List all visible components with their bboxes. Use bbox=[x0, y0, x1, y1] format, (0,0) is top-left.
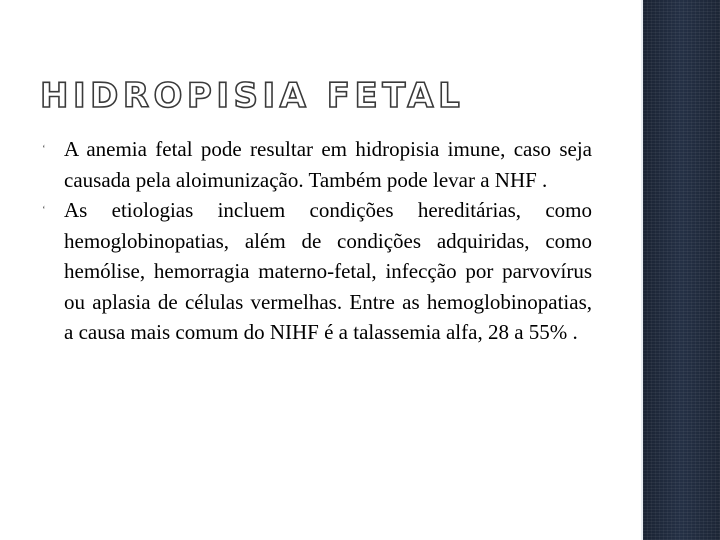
bullet-item bbox=[42, 134, 592, 195]
bullet-list bbox=[42, 134, 592, 348]
bullet-text: As etiologias incluem condições hereditárias, como hemoglobinopatias, além de condições adquiridas, como hemólise, hemorragia materno-fetal, infecção por parvovírus ou aplasia de células vermelhas. Entre as hemoglobinopatias, a causa mais comum do NIHF é a talassemia alfa, 28 a 55% . bbox=[64, 198, 592, 344]
bullet-marker: ‘ bbox=[42, 143, 46, 155]
bullet-marker: ‘ bbox=[42, 204, 46, 216]
bullet-item bbox=[42, 195, 592, 348]
bullet-text: A anemia fetal pode resultar em hidropisia imune, caso seja causada pela aloimunização. Também pode levar a NHF . bbox=[64, 137, 592, 192]
decorative-side-band bbox=[641, 0, 720, 540]
slide-title: HIDROPISIA FETAL bbox=[40, 76, 465, 116]
